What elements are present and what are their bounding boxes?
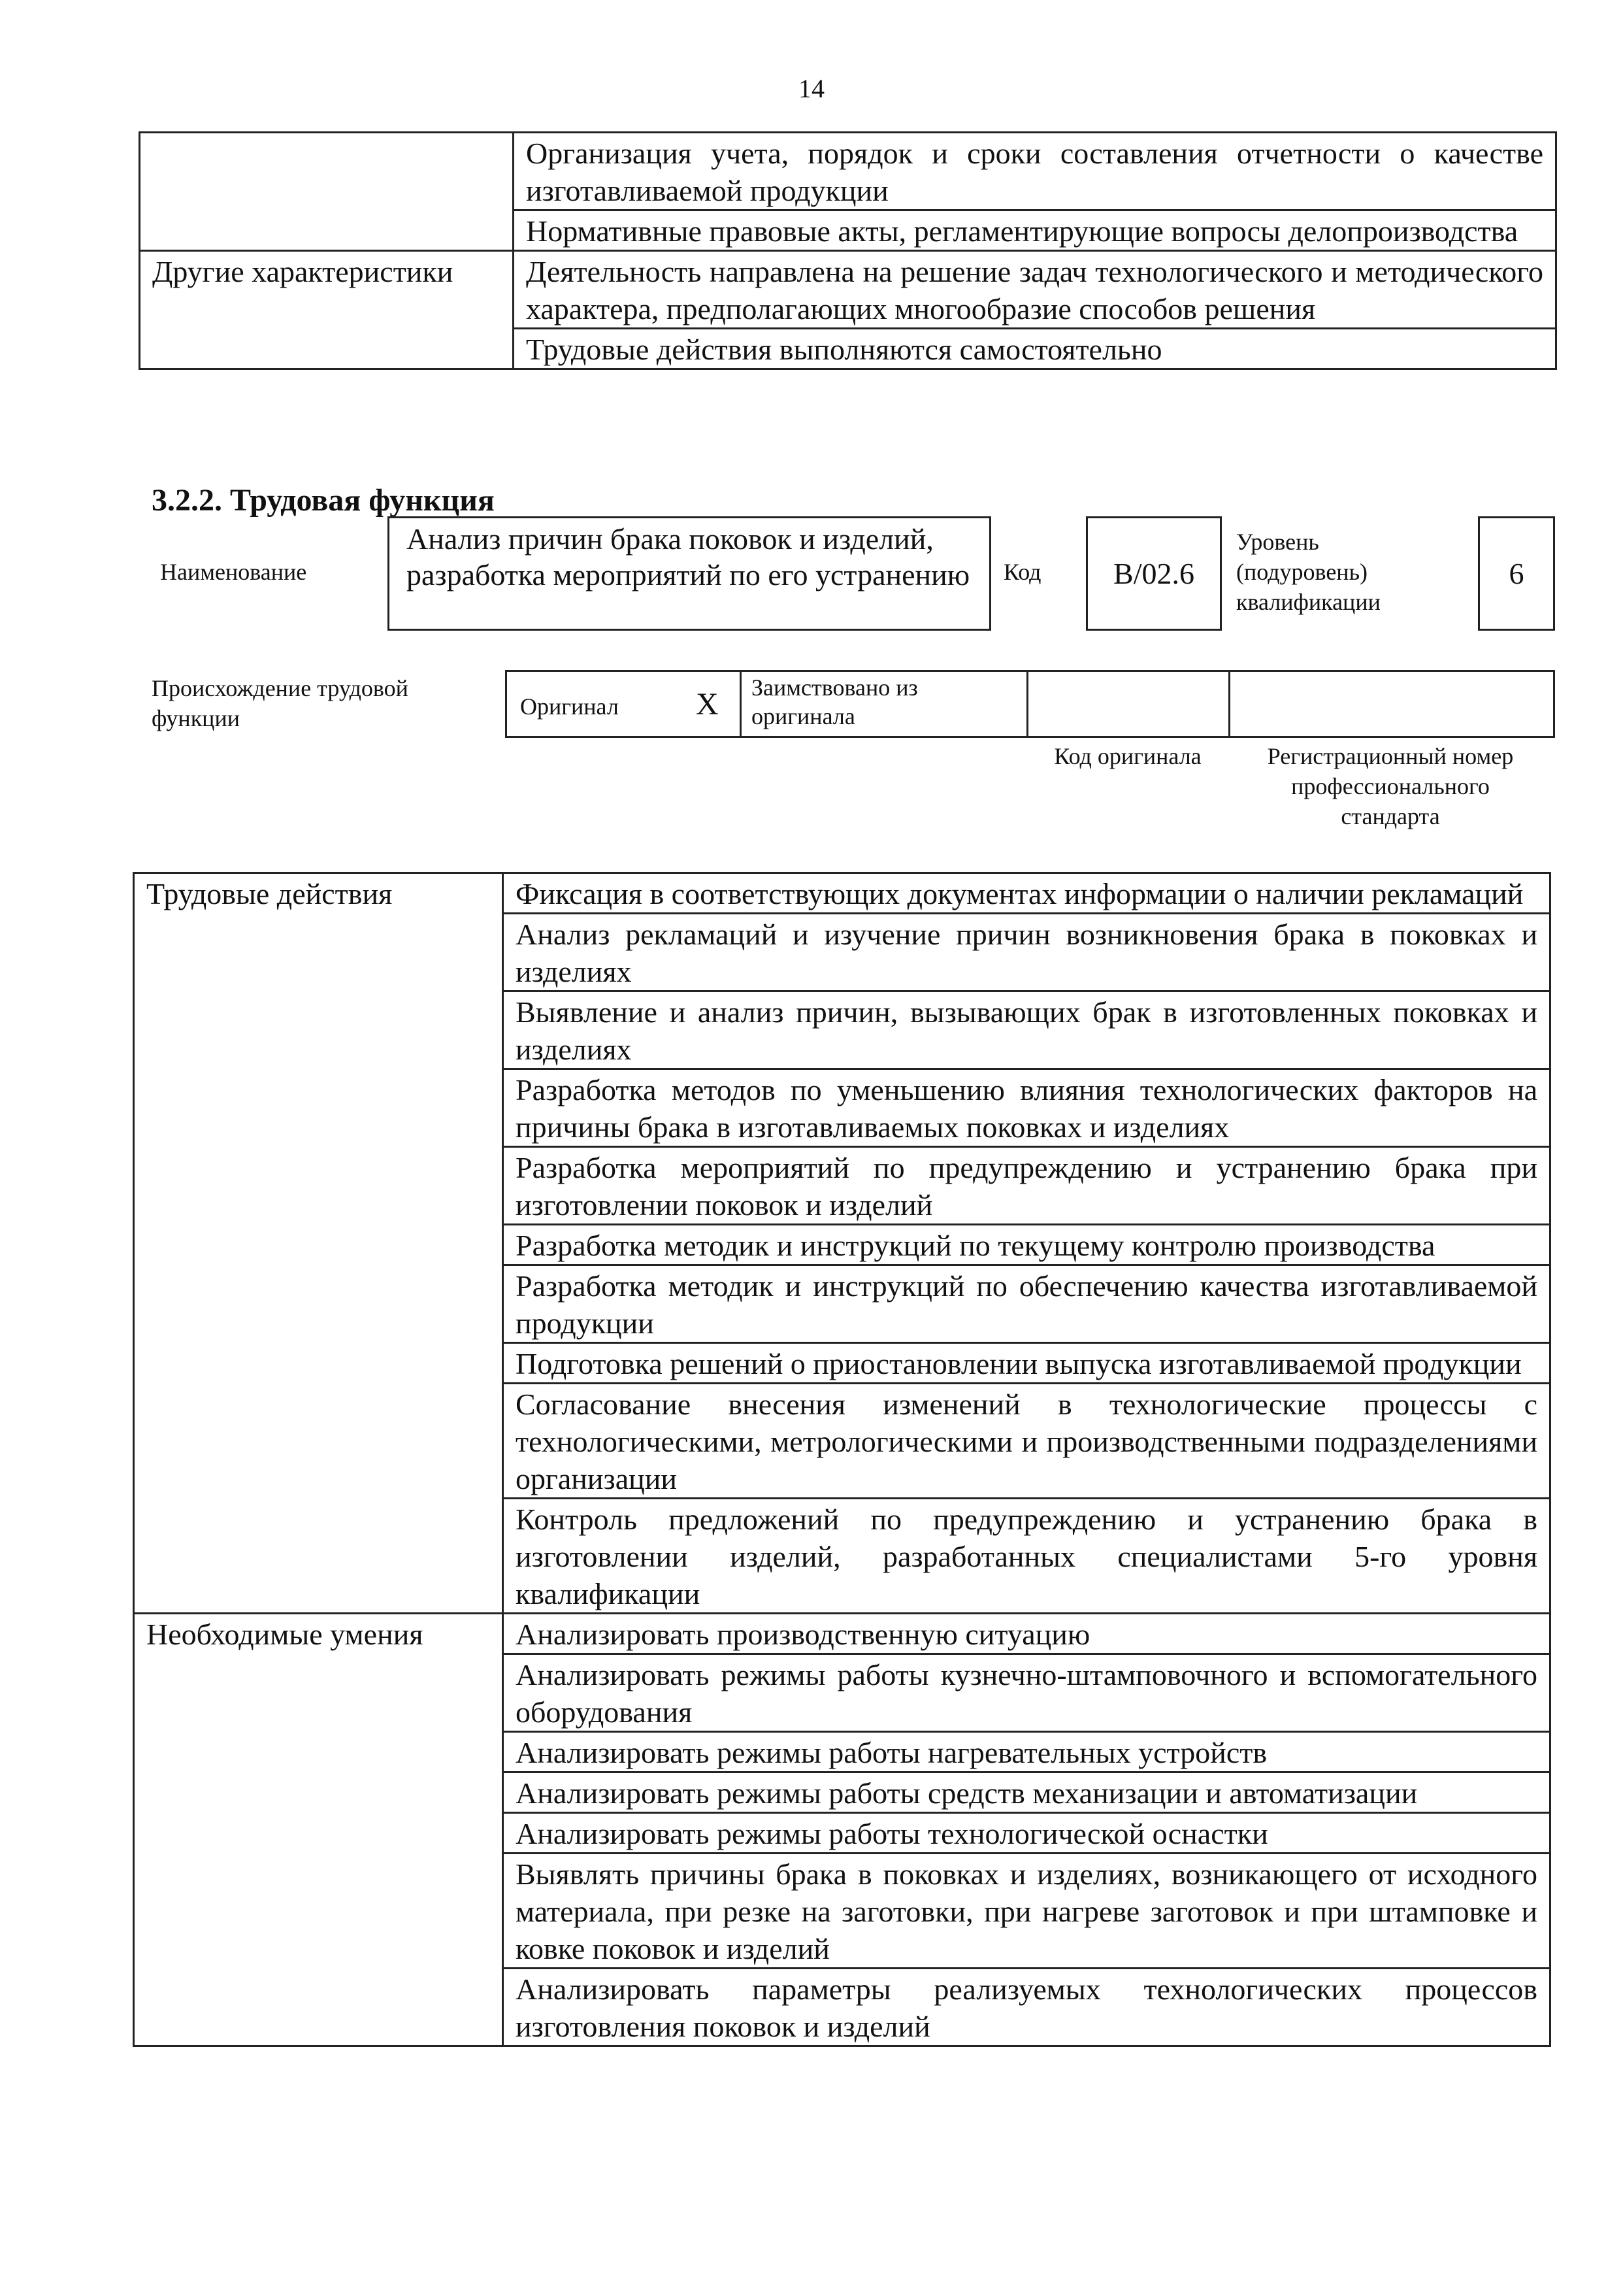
page-number: 14 — [798, 74, 825, 103]
table-row — [140, 133, 1556, 210]
origin-divider — [740, 670, 742, 738]
table-cell: Контроль предложений по предупреждению и устранению брака в изготовлении изделий, разработанных специалистами 5-го уровня квалификации — [503, 1499, 1550, 1614]
table-cell: Анализ рекламаций и изучение причин возникновения брака в поковках и изделиях — [503, 914, 1550, 991]
row-label-required-skills: Необходимые умения — [134, 1614, 503, 2046]
table-cell: Анализировать режимы работы средств механизации и автоматизации — [503, 1772, 1550, 1813]
table-row — [134, 873, 1550, 914]
table-cell: Разработка методов по уменьшению влияния технологических факторов на причины брака в изготавливаемых поковках и изделиях — [503, 1069, 1550, 1147]
table-cell: Деятельность направлена на решение задач технологического и методического характера, предполагающих многообразие способов решения — [514, 251, 1556, 329]
table-cell: Выявлять причины брака в поковках и изделиях, возникающего от исходного материала, при резке на заготовки, при нагреве заготовок и при штамповке и ковке поковок и изделий — [503, 1854, 1550, 1969]
code-label: Код — [1004, 559, 1041, 585]
table-cell: Анализировать режимы работы нагревательных устройств — [503, 1732, 1550, 1772]
code-value: B/02.6 — [1086, 516, 1222, 631]
labor-function-table — [133, 872, 1551, 2047]
origin-divider — [1228, 670, 1230, 738]
section-title: 3.2.2. Трудовая функция — [152, 483, 495, 518]
row-label-labor-actions: Трудовые действия — [134, 873, 503, 1614]
level-label: Уровень (подуровень) квалификации — [1236, 529, 1381, 615]
row-label — [140, 133, 514, 251]
code-original-caption: Код оригинала — [1054, 743, 1202, 769]
table-row — [140, 251, 1556, 329]
characteristics-table — [139, 131, 1557, 370]
reg-number-caption: Регистрационный номер профессионального стандарта — [1267, 743, 1514, 829]
table-cell: Разработка методик и инструкций по обеспечению качества изготавливаемой продукции — [503, 1265, 1550, 1343]
level-value: 6 — [1478, 516, 1555, 631]
table-cell: Выявление и анализ причин, вызывающих брак в изготовленных поковках и изделиях — [503, 991, 1550, 1069]
origin-divider — [1026, 670, 1028, 738]
table-cell: Анализировать параметры реализуемых технологических процессов изготовления поковок и изделий — [503, 1969, 1550, 2046]
table-cell: Нормативные правовые акты, регламентирующие вопросы делопроизводства — [514, 210, 1556, 251]
table-cell: Анализировать режимы работы технологической оснастки — [503, 1813, 1550, 1854]
table-cell: Подготовка решений о приостановлении выпуска изготавливаемой продукции — [503, 1343, 1550, 1384]
table-cell: Организация учета, порядок и сроки составления отчетности о качестве изготавливаемой продукции — [514, 133, 1556, 210]
table-cell: Разработка мероприятий по предупреждению и устранению брака при изготовлении поковок и изделий — [503, 1147, 1550, 1225]
origin-box — [505, 670, 1555, 738]
name-value: Анализ причин брака поковок и изделий, разработка мероприятий по его устранению — [387, 516, 991, 631]
table-cell: Согласование внесения изменений в технологические процессы с технологическими, метрологическими и производственными подразделениями организации — [503, 1384, 1550, 1499]
table-cell: Фиксация в соответствующих документах информации о наличии рекламаций — [503, 873, 1550, 914]
original-label: Оригинал — [520, 693, 619, 720]
table-cell: Разработка методик и инструкций по текущему контролю производства — [503, 1225, 1550, 1265]
borrowed-label: Заимствовано из оригинала — [751, 674, 918, 729]
original-mark: X — [696, 687, 719, 722]
row-label-other-characteristics: Другие характеристики — [140, 251, 514, 369]
origin-label: Происхождение трудовой функции — [152, 675, 408, 731]
table-cell: Анализировать производственную ситуацию — [503, 1614, 1550, 1654]
table-cell: Трудовые действия выполняются самостоятельно — [514, 329, 1556, 369]
name-label: Наименование — [160, 559, 307, 585]
table-row — [134, 1614, 1550, 1654]
table-cell: Анализировать режимы работы кузнечно-штамповочного и вспомогательного оборудования — [503, 1654, 1550, 1732]
